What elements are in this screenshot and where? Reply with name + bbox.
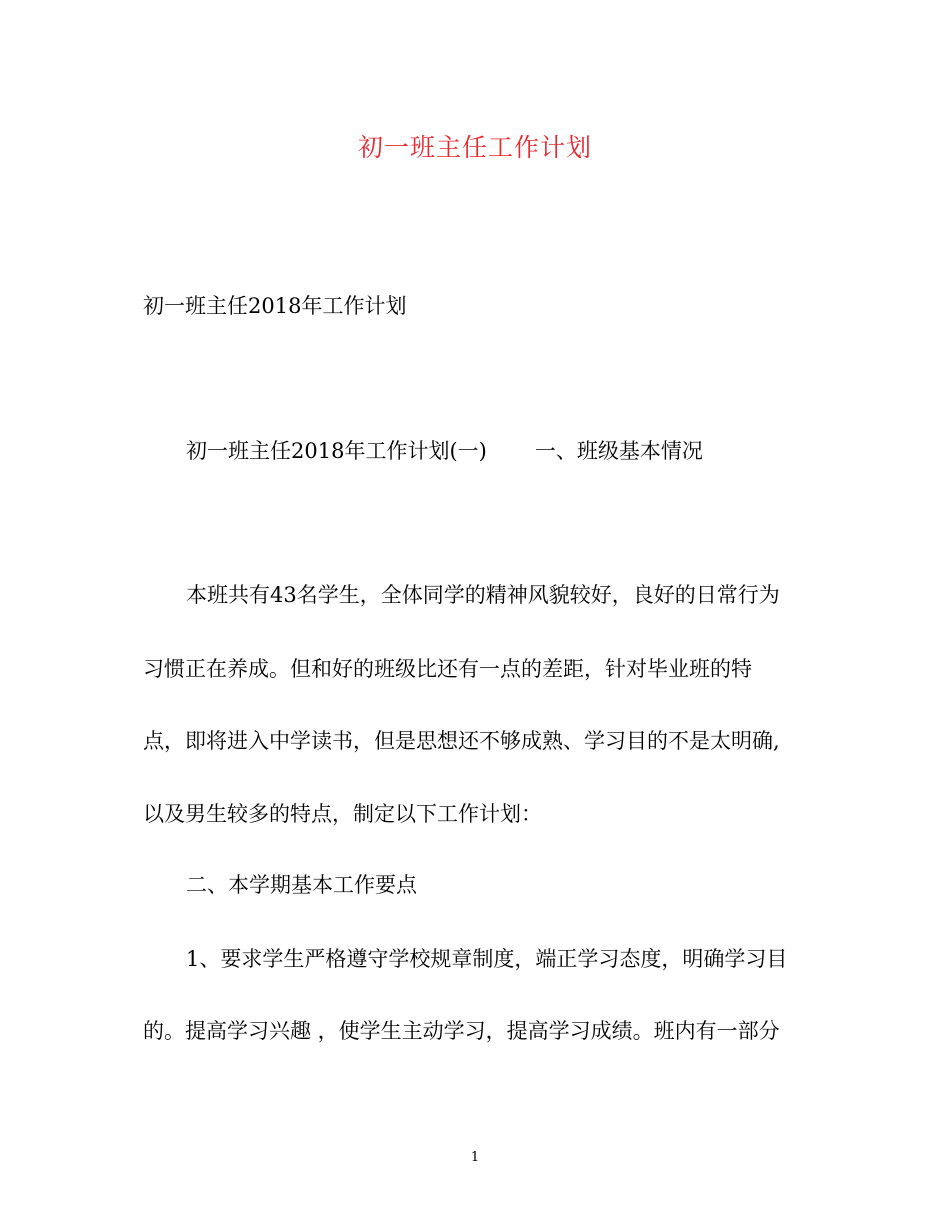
section-heading-2: 二、本学期基本工作要点 — [186, 873, 417, 897]
page-number: 1 — [470, 1150, 480, 1165]
section-intro-line — [186, 436, 866, 466]
plan-part-label: 初一班主任2018年工作计划(一) — [186, 439, 487, 463]
document-subtitle: 初一班主任2018年工作计划 — [143, 294, 407, 318]
paragraph-line: 以及男生较多的特点，制定以下工作计划： — [143, 802, 542, 826]
document-title: 初一班主任工作计划 — [357, 133, 592, 162]
paragraph-line: 点，即将进入中学读书，但是思想还不够成熟、学习目的不是太明确, — [143, 729, 780, 753]
paragraph-line: 习惯正在养成。但和好的班级比还有一点的差距，针对毕业班的特 — [143, 657, 752, 681]
paragraph-line: 的。提高学习兴趣 ，使学生主动学习，提高学习成绩。班内有一部分 — [143, 1019, 780, 1043]
section-heading-1: 一、班级基本情况 — [534, 439, 703, 463]
paragraph-line: 1、要求学生严格遵守学校规章制度，端正学习态度，明确学习目 — [186, 947, 788, 971]
paragraph-line: 本班共有43名学生，全体同学的精神风貌较好，良好的日常行为 — [186, 583, 780, 607]
